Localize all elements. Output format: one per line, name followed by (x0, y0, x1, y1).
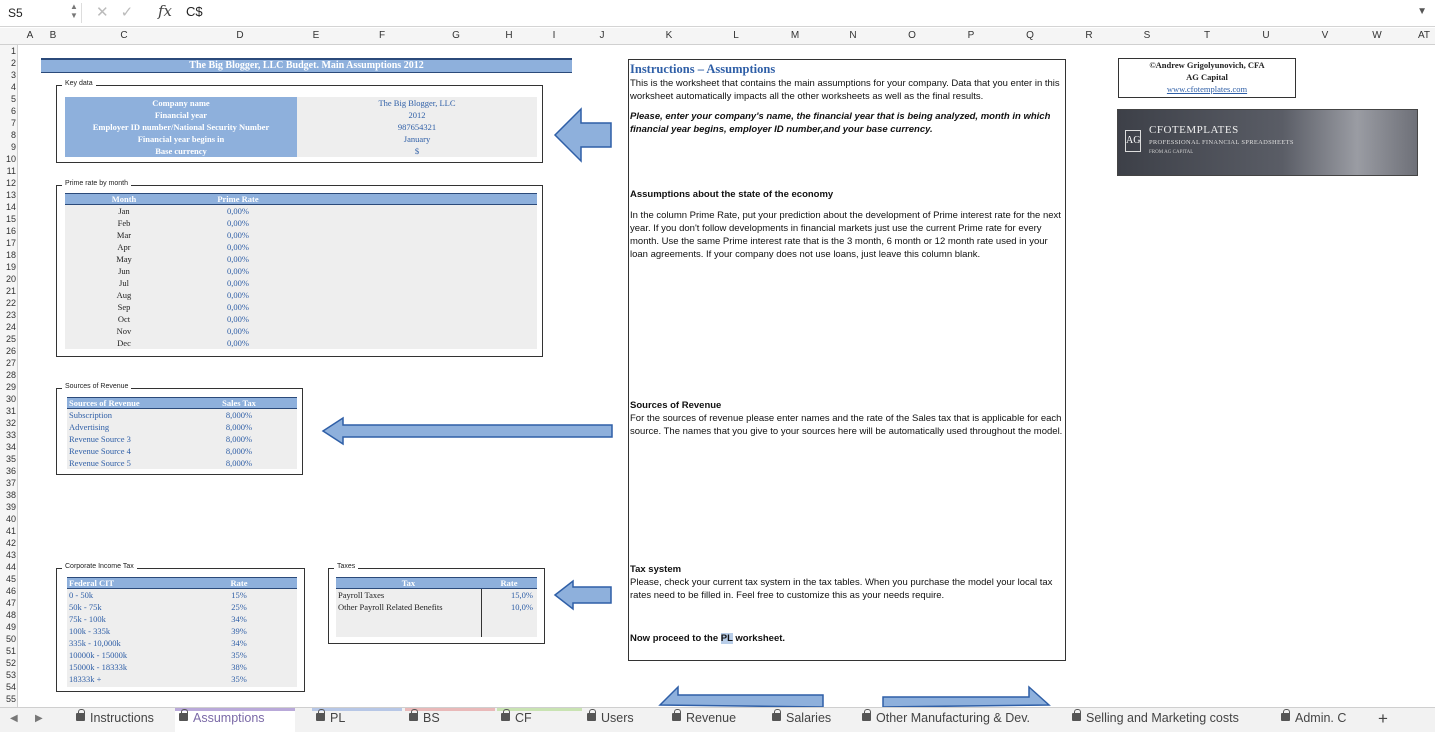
row-header[interactable]: 21 (5, 286, 16, 296)
credit-box (1118, 58, 1296, 98)
cancel-icon[interactable]: ✕ (96, 4, 121, 21)
prime-rate-cell[interactable]: 0,00% (227, 230, 249, 240)
lock-icon (1072, 713, 1081, 721)
arrow-prev-sheet-icon[interactable] (658, 685, 828, 707)
scroll-right-icon[interactable]: ▶ (35, 713, 43, 724)
banner-tagline: PROFESSIONAL FINANCIAL SPREADSHEETS (1149, 139, 1294, 146)
sheet-tab[interactable] (72, 708, 172, 732)
arrow-left-icon-taxes (553, 579, 613, 611)
row-header[interactable]: 39 (5, 502, 16, 512)
company-name: AG Capital (1186, 72, 1228, 82)
column-header[interactable]: F (378, 30, 386, 41)
prime-rate-cell[interactable]: 0,00% (227, 290, 249, 300)
instructions-box (628, 59, 1066, 661)
row-header[interactable]: 7 (10, 118, 16, 128)
row-header[interactable]: 20 (5, 274, 16, 284)
revenue-source-cell[interactable]: Revenue Source 4 (69, 446, 131, 456)
row-header[interactable]: 17 (5, 238, 16, 248)
instructions-title: Instructions – Assumptions (630, 62, 776, 76)
lock-icon (76, 713, 85, 721)
instructions-entry-note: Please, enter your company's name, the financial year that is being analyzed, month in which financial year begins, employer ID number,and your base currency. (630, 111, 1051, 135)
function-icon[interactable]: fx (158, 2, 173, 20)
revenue-source-cell[interactable]: Advertising (69, 422, 110, 432)
sheet-tab-label: Other Manufacturing & Dev. (876, 711, 1031, 725)
revenue-heading: Sources of Revenue (630, 400, 722, 411)
cit-bracket-cell[interactable]: 15000k - 18333k (69, 662, 128, 672)
tab-color-stripe (858, 708, 1063, 711)
sheet-tab[interactable] (583, 708, 665, 732)
sheet-tab-label: BS (423, 711, 440, 725)
lock-icon (501, 713, 510, 721)
tab-color-stripe (72, 708, 172, 711)
sheet-tab[interactable] (175, 708, 295, 732)
row-header[interactable]: 16 (5, 226, 16, 236)
column-header[interactable]: C (120, 30, 128, 41)
expand-formula-icon[interactable]: ▼ (1417, 6, 1427, 17)
sales-tax-cell[interactable]: 8,000% (225, 410, 253, 420)
key-data-value[interactable]: January (403, 134, 431, 144)
name-box-stepper-icon[interactable]: ▲ ▼ (70, 2, 78, 20)
month-cell: Oct (117, 314, 131, 324)
instructions-intro: This is the worksheet that contains the main assumptions for your company. Data that you enter in this worksheet automatically impacts all the other worksheets as well as the final results. (630, 78, 1060, 102)
economy-heading: Assumptions about the state of the economy (630, 189, 834, 200)
row-header[interactable]: 45 (5, 574, 16, 584)
column-headers (0, 28, 1435, 45)
sheet-tab[interactable] (858, 708, 1063, 732)
row-header[interactable]: 13 (5, 190, 16, 200)
cit-rate-cell[interactable]: 38% (231, 662, 247, 672)
row-header[interactable]: 10 (5, 154, 16, 164)
cit-rate-header: Rate (230, 578, 248, 588)
row-header[interactable]: 33 (5, 430, 16, 440)
banner-brand: CFOTEMPLATES (1149, 124, 1239, 136)
tax-name-cell[interactable]: Other Payroll Related Benefits (338, 602, 443, 612)
arrow-left-icon-revenue (321, 416, 615, 446)
month-cell: Jul (119, 278, 129, 288)
sheet-tab[interactable] (405, 708, 495, 732)
sales-tax-cell[interactable]: 8,000% (225, 446, 253, 456)
formula-edit-icons (96, 3, 145, 21)
column-header[interactable]: N (849, 30, 857, 41)
cit-legend: Corporate Income Tax (62, 563, 137, 570)
taxes-header (336, 577, 537, 589)
column-header[interactable]: T (1203, 30, 1211, 41)
lock-icon (179, 713, 188, 721)
sheet-tab[interactable] (1277, 708, 1367, 732)
lock-icon (772, 713, 781, 721)
tab-color-stripe (768, 708, 856, 711)
row-header[interactable]: 2 (10, 58, 16, 68)
key-data-legend: Key data (62, 80, 96, 87)
key-data-value[interactable]: The Big Blogger, LLC (378, 98, 456, 108)
row-header[interactable]: 54 (5, 682, 16, 692)
sales-tax-cell[interactable]: 8,000% (225, 422, 253, 432)
revenue-source-cell[interactable]: Subscription (69, 410, 112, 420)
taxes-table (336, 577, 537, 637)
cit-bracket-cell[interactable]: 10000k - 15000k (69, 650, 128, 660)
tab-color-stripe (1068, 708, 1273, 711)
row-header[interactable]: 5 (10, 94, 16, 104)
row-header[interactable]: 35 (5, 454, 16, 464)
revenue-legend: Sources of Revenue (62, 383, 131, 390)
tab-color-stripe (668, 708, 766, 711)
sheet-tab[interactable] (668, 708, 766, 732)
row-header[interactable]: 55 (5, 694, 16, 704)
cit-rate-cell[interactable]: 34% (231, 614, 247, 624)
key-data-labels (65, 97, 297, 157)
row-header[interactable]: 37 (5, 478, 16, 488)
column-header[interactable]: M (790, 30, 800, 41)
sheet-tab[interactable] (768, 708, 856, 732)
cit-table (67, 577, 297, 687)
column-header[interactable]: O (908, 30, 916, 41)
row-header[interactable]: 38 (5, 490, 16, 500)
prime-rate-cell[interactable]: 0,00% (227, 254, 249, 264)
key-data-label: Financial year (154, 110, 208, 120)
row-header[interactable]: 4 (10, 82, 16, 92)
month-cell: Aug (116, 290, 132, 300)
prime-rate-cell[interactable]: 0,00% (227, 302, 249, 312)
lock-icon (862, 713, 871, 721)
prime-rate-header (65, 193, 537, 205)
sheet-tab-label: CF (515, 711, 532, 725)
month-header: Month (111, 194, 137, 204)
revenue-source-cell[interactable]: Revenue Source 5 (69, 458, 131, 468)
sales-tax-header: Sales Tax (222, 398, 256, 408)
sheet-grid[interactable] (18, 45, 1435, 707)
proceed-prefix: Now proceed to the (630, 633, 721, 644)
source-header: Sources of Revenue (69, 398, 140, 408)
taxes-legend: Taxes (334, 563, 358, 570)
row-header[interactable]: 48 (5, 610, 16, 620)
column-header[interactable]: I (552, 30, 556, 41)
column-header[interactable]: G (452, 30, 460, 41)
month-cell: Apr (117, 242, 131, 252)
row-header[interactable]: 46 (5, 586, 16, 596)
tax-name-cell[interactable]: Payroll Taxes (338, 590, 385, 600)
revenue-table (67, 397, 297, 469)
formula-bar (0, 0, 1435, 27)
arrow-left-icon-keydata (553, 107, 613, 163)
prime-rate-cell[interactable]: 0,00% (227, 326, 249, 336)
row-header[interactable]: 43 (5, 550, 16, 560)
row-header[interactable]: 28 (5, 370, 16, 380)
month-cell: Feb (117, 218, 131, 228)
row-headers (0, 45, 18, 707)
revenue-text: For the sources of revenue please enter names and the rate of the Sales tax that is applicable for each source. The names that you give to your sources here will be automatically used throughout the model. (630, 413, 1063, 437)
cit-rate-cell[interactable]: 15% (231, 590, 247, 600)
lock-icon (316, 713, 325, 721)
prime-rate-cell[interactable]: 0,00% (227, 338, 249, 348)
prime-rate-cell[interactable]: 0,00% (227, 218, 249, 228)
row-header[interactable]: 14 (5, 202, 16, 212)
tax-text: Please, check your current tax system in the tax tables. When you purchase the model your local tax rates need to be filled in. Feel free to customize this as your needs require. (630, 577, 1053, 601)
tax-rate-header: Rate (500, 578, 518, 588)
prime-rate-cell[interactable]: 0,00% (227, 314, 249, 324)
sheet-tab-label: Assumptions (193, 711, 265, 725)
cit-bracket-cell[interactable]: 75k - 100k (69, 614, 106, 624)
add-sheet-button[interactable]: + (1378, 709, 1388, 728)
column-header[interactable]: L (733, 30, 739, 41)
column-header[interactable]: E (312, 30, 320, 41)
prime-rate-legend: Prime rate by month (62, 180, 131, 187)
row-header[interactable]: 36 (5, 466, 16, 476)
sheet-tab-label: Revenue (686, 711, 737, 725)
row-header[interactable]: 8 (10, 130, 16, 140)
key-data-label: Company name (152, 98, 210, 108)
tab-color-stripe (175, 708, 295, 711)
sales-tax-cell[interactable]: 8,000% (225, 434, 253, 444)
sheet-tab-label: Instructions (90, 711, 154, 725)
row-header[interactable]: 9 (10, 142, 16, 152)
cit-bracket-cell[interactable]: 100k - 335k (69, 626, 111, 636)
row-header[interactable]: 24 (5, 322, 16, 332)
column-header[interactable]: J (599, 30, 605, 41)
prime-rate-table (65, 193, 537, 349)
sales-tax-cell[interactable]: 8,000% (225, 458, 253, 468)
column-header[interactable]: D (236, 30, 244, 41)
row-header[interactable]: 3 (10, 70, 16, 80)
row-header[interactable]: 50 (5, 634, 16, 644)
row-header[interactable]: 49 (5, 622, 16, 632)
cit-rate-cell[interactable]: 39% (231, 626, 247, 636)
column-header[interactable]: Q (1026, 30, 1034, 41)
column-header[interactable]: U (1262, 30, 1270, 41)
sheet-tab-label: Users (601, 711, 634, 725)
proceed-suffix: worksheet. (732, 633, 786, 644)
sheet-tab[interactable] (497, 708, 582, 732)
cit-rate-cell[interactable]: 35% (231, 674, 247, 684)
prime-rate-cell[interactable]: 0,00% (227, 206, 249, 216)
sheet-tab-bar (0, 707, 1435, 732)
cfotemplates-banner[interactable] (1117, 109, 1418, 176)
month-cell: May (116, 254, 132, 264)
row-header[interactable]: 44 (5, 562, 16, 572)
revenue-source-cell[interactable]: Revenue Source 3 (69, 434, 131, 444)
sheet-tab-label: Selling and Marketing costs (1086, 711, 1239, 725)
column-header[interactable]: R (1085, 30, 1093, 41)
row-header[interactable]: 27 (5, 358, 16, 368)
formula-input[interactable]: C$ (186, 4, 203, 19)
pl-link[interactable]: PL (720, 633, 733, 644)
month-cell: Nov (116, 326, 132, 336)
cit-header (67, 577, 297, 589)
taxes-divider (481, 589, 482, 637)
lock-icon (587, 713, 596, 721)
row-header[interactable]: 40 (5, 514, 16, 524)
row-header[interactable]: 30 (5, 394, 16, 404)
row-header[interactable]: 41 (5, 526, 16, 536)
website-link[interactable]: www.cfotemplates.com (1166, 84, 1248, 94)
tab-color-stripe (312, 708, 402, 711)
author-name: ©Andrew Grigolyunovich, CFA (1149, 60, 1265, 70)
column-header[interactable]: W (1372, 30, 1382, 41)
prime-rate-cell[interactable]: 0,00% (227, 278, 249, 288)
row-header[interactable]: 29 (5, 382, 16, 392)
column-header[interactable]: P (967, 30, 975, 41)
economy-text: In the column Prime Rate, put your prediction about the development of Prime interest rate for the next year. If you don't follow developments in financial markets just use the current Prime rate for every month. Use the same Prime interest rate that is the 3 month, 6 month or 12 month rate used in your loan agreements. If your company does not use loans, just leave this column blank. (630, 210, 1061, 260)
lock-icon (672, 713, 681, 721)
month-cell: Mar (116, 230, 132, 240)
tab-color-stripe (1277, 708, 1367, 711)
prime-rate-cell[interactable]: 0,00% (227, 266, 249, 276)
month-cell: Jan (118, 206, 130, 216)
tab-color-stripe (405, 708, 495, 711)
key-data-label: Base currency (155, 146, 207, 156)
row-header[interactable]: 6 (10, 106, 16, 116)
key-data-value[interactable]: 2012 (408, 110, 426, 120)
proceed-text (630, 632, 1066, 645)
row-header[interactable]: 23 (5, 310, 16, 320)
sheet-tab-label: Salaries (786, 711, 832, 725)
row-header[interactable]: 53 (5, 670, 16, 680)
confirm-icon[interactable]: ✓ (120, 4, 146, 21)
tax-rate-cell[interactable]: 10,0% (511, 602, 533, 612)
column-header[interactable]: S (1143, 30, 1151, 41)
key-data-value[interactable]: 987654321 (397, 122, 437, 132)
sheet-tab-label: Admin. C (1295, 711, 1347, 725)
main-title: The Big Blogger, LLC Budget. Main Assumptions 2012 (41, 58, 572, 73)
revenue-header (67, 397, 297, 409)
row-header[interactable]: 47 (5, 598, 16, 608)
row-header[interactable]: 22 (5, 298, 16, 308)
scroll-left-icon[interactable]: ◀ (10, 713, 18, 724)
month-cell: Sep (117, 302, 131, 312)
month-cell: Jun (118, 266, 130, 276)
row-header[interactable]: 15 (5, 214, 16, 224)
cit-bracket-cell[interactable]: 18333k + (69, 674, 102, 684)
sheet-tab[interactable] (312, 708, 402, 732)
row-header[interactable]: 12 (5, 178, 16, 188)
column-header[interactable]: B (49, 30, 57, 41)
key-data-value[interactable]: $ (414, 146, 420, 156)
column-header[interactable]: K (665, 30, 673, 41)
cit-bracket-cell[interactable]: 335k - 10,000k (69, 638, 121, 648)
cit-rate-cell[interactable]: 34% (231, 638, 247, 648)
row-header[interactable]: 25 (5, 334, 16, 344)
row-header[interactable]: 11 (6, 166, 16, 176)
cit-rate-cell[interactable]: 35% (231, 650, 247, 660)
key-data-label: Financial year begins in (137, 134, 225, 144)
row-header[interactable]: 52 (5, 658, 16, 668)
name-box[interactable]: S5 (0, 3, 82, 23)
row-header[interactable]: 32 (5, 418, 16, 428)
prime-rate-header-label: Prime Rate (217, 194, 259, 204)
lock-icon (409, 713, 418, 721)
prime-rate-cell[interactable]: 0,00% (227, 242, 249, 252)
row-header[interactable]: 19 (5, 262, 16, 272)
tax-header: Tax (401, 578, 416, 588)
row-header[interactable]: 51 (5, 646, 16, 656)
row-header[interactable]: 31 (5, 406, 16, 416)
column-header[interactable]: A (26, 30, 34, 41)
row-header[interactable]: 26 (5, 346, 16, 356)
row-header[interactable]: 34 (5, 442, 16, 452)
row-header[interactable]: 1 (10, 46, 16, 56)
tax-heading: Tax system (630, 564, 682, 575)
federal-cit-header: Federal CIT (69, 578, 115, 588)
cit-rate-cell[interactable]: 25% (231, 602, 247, 612)
column-header[interactable]: H (505, 30, 513, 41)
tax-rate-cell[interactable]: 15,0% (511, 590, 533, 600)
lock-icon (1281, 713, 1290, 721)
row-header[interactable]: 42 (5, 538, 16, 548)
banner-from: FROM AG CAPITAL (1149, 150, 1194, 155)
cit-bracket-cell[interactable]: 0 - 50k (69, 590, 94, 600)
key-data-label: Employer ID number/National Security Number (92, 122, 270, 132)
sheet-tab[interactable] (1068, 708, 1273, 732)
column-header[interactable]: V (1321, 30, 1329, 41)
arrow-next-sheet-icon[interactable] (881, 685, 1051, 707)
cfo-logo-icon: AG (1125, 130, 1141, 152)
row-header[interactable]: 18 (5, 250, 16, 260)
key-data-values (297, 97, 537, 157)
cit-bracket-cell[interactable]: 50k - 75k (69, 602, 102, 612)
month-cell: Dec (117, 338, 131, 348)
column-header[interactable]: AT (1417, 30, 1431, 41)
sheet-tab-label: PL (330, 711, 346, 725)
